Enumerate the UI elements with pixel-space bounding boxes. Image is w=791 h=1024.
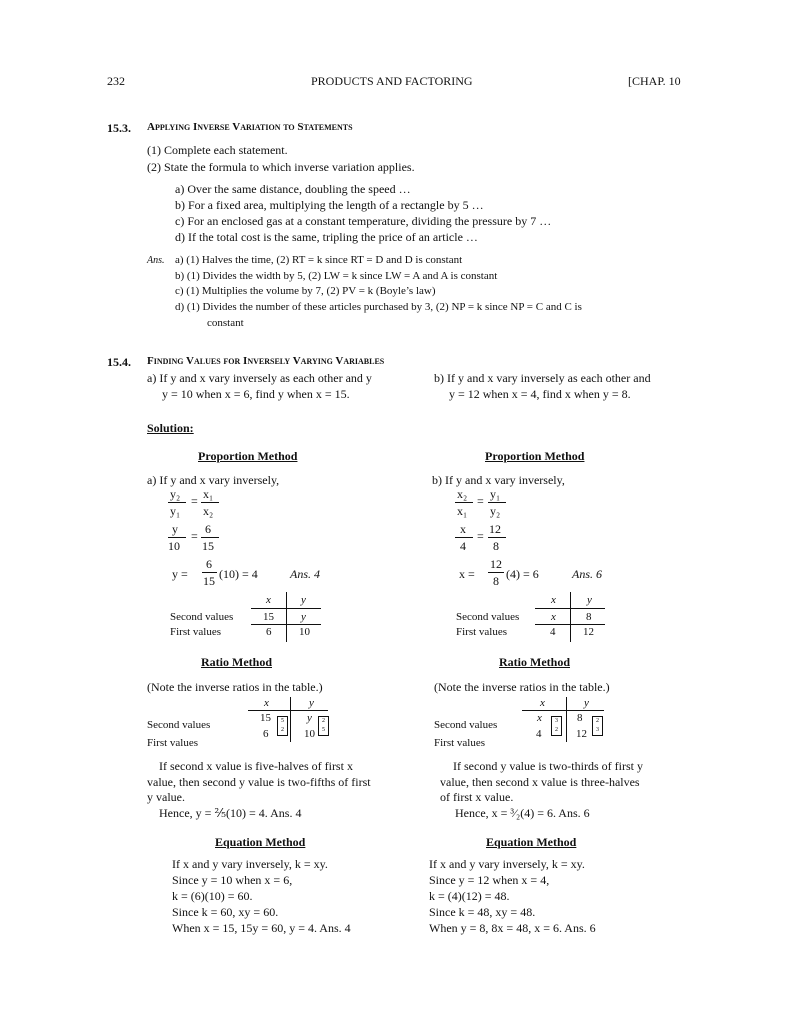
right-proportion-heading: Proportion Method xyxy=(485,449,585,463)
right-table-header-y: y xyxy=(587,594,592,606)
right-rt-y1: 12 xyxy=(576,728,587,740)
instruction-1: (1) Complete each statement. xyxy=(147,143,288,157)
answer-d-cont: constant xyxy=(207,317,244,329)
left-result-num: 6 xyxy=(206,557,212,571)
left-eq-line5: When x = 15, 15y = 60, y = 4. Ans. 4 xyxy=(172,921,351,935)
page-number: 232 xyxy=(107,74,125,88)
right-rt-x1: 4 xyxy=(536,728,542,740)
left-rt-rule xyxy=(248,710,328,711)
right-table-rule2 xyxy=(535,624,605,625)
left-table-rule2 xyxy=(251,624,321,625)
left-frac4-num: 6 xyxy=(205,522,211,536)
left-result-ans: Ans. 4 xyxy=(290,567,320,581)
right-ratio-heading: Ratio Method xyxy=(499,655,570,669)
left-second-x: 15 xyxy=(263,611,274,623)
right-ratio-para1: If second y value is two-thirds of first y xyxy=(453,759,643,773)
left-proportion-intro: a) If y and x vary inversely, xyxy=(147,473,280,487)
right-second-y: 8 xyxy=(586,611,592,623)
right-frac2-bar xyxy=(488,502,506,503)
left-rt-x1: 6 xyxy=(263,728,269,740)
left-table-header-y: y xyxy=(301,594,306,606)
right-frac2-den: y₂ xyxy=(490,504,501,518)
right-second-values-label: Second values xyxy=(456,611,520,623)
left-rt-box-x xyxy=(277,716,288,736)
left-frac3-bar xyxy=(168,537,186,538)
left-rt-x2: 15 xyxy=(260,712,271,724)
right-ratio-hence: Hence, x = ³⁄₂(4) = 6. Ans. 6 xyxy=(455,806,590,820)
right-ratio-para3: of first x value. xyxy=(440,790,514,804)
left-result-bar xyxy=(202,572,217,573)
statement-b: b) For a fixed area, multiplying the length of a rectangle by 5 … xyxy=(175,198,484,212)
right-frac1-num: x₂ xyxy=(457,487,468,501)
question-b-line2: y = 12 when x = 4, find x when y = 8. xyxy=(449,387,631,401)
left-ratio-para3: y value. xyxy=(147,790,185,804)
right-first-x: 4 xyxy=(550,626,556,638)
right-eq-line3: k = (4)(12) = 48. xyxy=(429,889,510,903)
right-result-num: 12 xyxy=(490,557,502,571)
answer-a: a) (1) Halves the time, (2) RT = k since RT = D and D is constant xyxy=(175,254,463,266)
left-rt-box-x-bot: 2 xyxy=(281,727,284,733)
left-second-y: y xyxy=(301,611,306,623)
right-rt-box-x xyxy=(551,716,562,736)
right-rt-box-y-bot: 3 xyxy=(596,727,599,733)
right-frac4-num: 12 xyxy=(489,522,501,536)
left-eq-line3: k = (6)(10) = 60. xyxy=(172,889,253,903)
left-frac1-bar xyxy=(168,502,186,503)
right-rt-y2: 8 xyxy=(577,712,583,724)
left-table-divider xyxy=(286,592,287,642)
left-rt-y1: 10 xyxy=(304,728,315,740)
right-rt-box-y-top: 2 xyxy=(596,718,599,724)
statement-a: a) Over the same distance, doubling the speed … xyxy=(175,182,411,196)
left-ratio-para2: value, then second y value is two-fifths of first xyxy=(147,775,371,789)
left-rt-y2: y xyxy=(307,712,312,724)
right-rt-second-label: Second values xyxy=(434,719,498,731)
left-eq-line4: Since k = 60, xy = 60. xyxy=(172,905,279,919)
right-result-ans: Ans. 6 xyxy=(572,567,602,581)
left-proportion-heading: Proportion Method xyxy=(198,449,298,463)
left-rt-divider xyxy=(290,697,291,742)
right-rt-rule xyxy=(522,710,604,711)
right-eq-line2: Since y = 12 when x = 4, xyxy=(429,873,550,887)
left-eq1: = xyxy=(191,494,198,508)
right-frac3-den: 4 xyxy=(460,539,466,553)
question-a-line1: a) If y and x vary inversely as each other and y xyxy=(147,371,372,385)
left-rt-box-y-bot: 5 xyxy=(322,727,325,733)
left-first-values-label: First values xyxy=(170,626,222,638)
left-first-x: 6 xyxy=(266,626,272,638)
left-frac2-num: x₁ xyxy=(203,487,214,501)
right-table-rule1 xyxy=(535,608,605,609)
right-frac2-num: y₁ xyxy=(490,487,501,501)
right-frac4-bar xyxy=(488,537,506,538)
answer-c: c) (1) Multiplies the volume by 7, (2) PV = k (Boyle’s law) xyxy=(175,285,436,297)
left-second-values-label: Second values xyxy=(170,611,234,623)
right-rt-box-x-bot: 2 xyxy=(555,727,558,733)
right-result-den: 8 xyxy=(493,574,499,588)
right-frac1-den: x₁ xyxy=(457,504,468,518)
left-rt-box-y-top: 2 xyxy=(322,718,325,724)
answer-d: d) (1) Divides the number of these articles purchased by 3, (2) NP = k since NP = C and C is xyxy=(175,301,582,313)
left-ratio-heading: Ratio Method xyxy=(201,655,272,669)
left-rt-box-x-top: 5 xyxy=(281,718,284,724)
left-frac4-bar xyxy=(201,537,219,538)
right-result-rest: (4) = 6 xyxy=(506,567,539,581)
question-a-line2: y = 10 when x = 6, find y when x = 15. xyxy=(162,387,350,401)
right-rt-box-x-top: 3 xyxy=(555,718,558,724)
right-frac1-bar xyxy=(455,502,473,503)
left-first-y: 10 xyxy=(299,626,310,638)
right-eq-line1: If x and y vary inversely, k = xy. xyxy=(429,857,585,871)
right-proportion-intro: b) If y and x vary inversely, xyxy=(432,473,565,487)
right-frac3-bar xyxy=(455,537,473,538)
left-result-var: y = xyxy=(172,567,188,581)
left-rt-second-label: Second values xyxy=(147,719,211,731)
right-ratio-note: (Note the inverse ratios in the table.) xyxy=(434,680,610,694)
left-frac1-num: y₂ xyxy=(170,487,181,501)
right-result-var: x = xyxy=(459,567,475,581)
left-table-rule1 xyxy=(251,608,321,609)
left-rt-header-x: x xyxy=(264,697,269,709)
chapter-ref: [CHAP. 10 xyxy=(628,74,681,88)
left-frac3-num: y xyxy=(172,522,178,536)
left-result-rest: (10) = 4 xyxy=(219,567,258,581)
right-equation-heading: Equation Method xyxy=(486,835,577,849)
right-eq1: = xyxy=(477,494,484,508)
left-rt-box-y xyxy=(318,716,329,736)
left-frac4-den: 15 xyxy=(202,539,214,553)
statement-d: d) If the total cost is the same, tripling the price of an article … xyxy=(175,230,478,244)
right-second-x: x xyxy=(551,611,556,623)
right-frac4-den: 8 xyxy=(493,539,499,553)
right-ratio-para2: value, then second x value is three-halves xyxy=(440,775,640,789)
right-rt-first-label: First values xyxy=(434,737,486,749)
problem-title-15-4: Finding Values for Inversely Varying Variables xyxy=(147,355,385,367)
right-first-y: 12 xyxy=(583,626,594,638)
problem-number-15-4: 15.4. xyxy=(107,355,131,369)
right-rt-box-y xyxy=(592,716,603,736)
left-frac3-den: 10 xyxy=(168,539,180,553)
left-rt-header-y: y xyxy=(309,697,314,709)
left-ratio-para1: If second x value is five-halves of first x xyxy=(159,759,353,773)
problem-title-15-3: Applying Inverse Variation to Statements xyxy=(147,121,353,133)
right-table-divider xyxy=(570,592,571,642)
statement-c: c) For an enclosed gas at a constant temperature, dividing the pressure by 7 … xyxy=(175,214,552,228)
left-result-den: 15 xyxy=(203,574,215,588)
left-rt-first-label: First values xyxy=(147,737,199,749)
left-eq-line1: If x and y vary inversely, k = xy. xyxy=(172,857,328,871)
right-result-bar xyxy=(488,572,504,573)
right-first-values-label: First values xyxy=(456,626,508,638)
right-eq-line5: When y = 8, 8x = 48, x = 6. Ans. 6 xyxy=(429,921,596,935)
left-frac1-den: y₁ xyxy=(170,504,181,518)
right-rt-x2: x xyxy=(537,712,542,724)
right-table-header-x: x xyxy=(551,594,556,606)
left-eq-line2: Since y = 10 when x = 6, xyxy=(172,873,293,887)
answer-b: b) (1) Divides the width by 5, (2) LW = k since LW = A and A is constant xyxy=(175,270,498,282)
left-equation-heading: Equation Method xyxy=(215,835,306,849)
right-rt-divider xyxy=(566,697,567,742)
right-eq2: = xyxy=(477,529,484,543)
instruction-2: (2) State the formula to which inverse variation applies. xyxy=(147,160,415,174)
question-b-line1: b) If y and x vary inversely as each other and xyxy=(434,371,651,385)
left-frac2-den: x₂ xyxy=(203,504,214,518)
answer-label: Ans. xyxy=(147,255,165,266)
left-eq2: = xyxy=(191,529,198,543)
solution-heading: Solution: xyxy=(147,421,194,435)
right-rt-header-y: y xyxy=(584,697,589,709)
left-frac2-bar xyxy=(201,502,219,503)
left-ratio-hence: Hence, y = ⅖(10) = 4. Ans. 4 xyxy=(159,806,302,820)
right-rt-header-x: x xyxy=(540,697,545,709)
left-ratio-note: (Note the inverse ratios in the table.) xyxy=(147,680,323,694)
right-eq-line4: Since k = 48, xy = 48. xyxy=(429,905,536,919)
left-table-header-x: x xyxy=(266,594,271,606)
chapter-title: PRODUCTS AND FACTORING xyxy=(311,74,473,88)
problem-number-15-3: 15.3. xyxy=(107,121,131,135)
right-frac3-num: x xyxy=(460,522,466,536)
